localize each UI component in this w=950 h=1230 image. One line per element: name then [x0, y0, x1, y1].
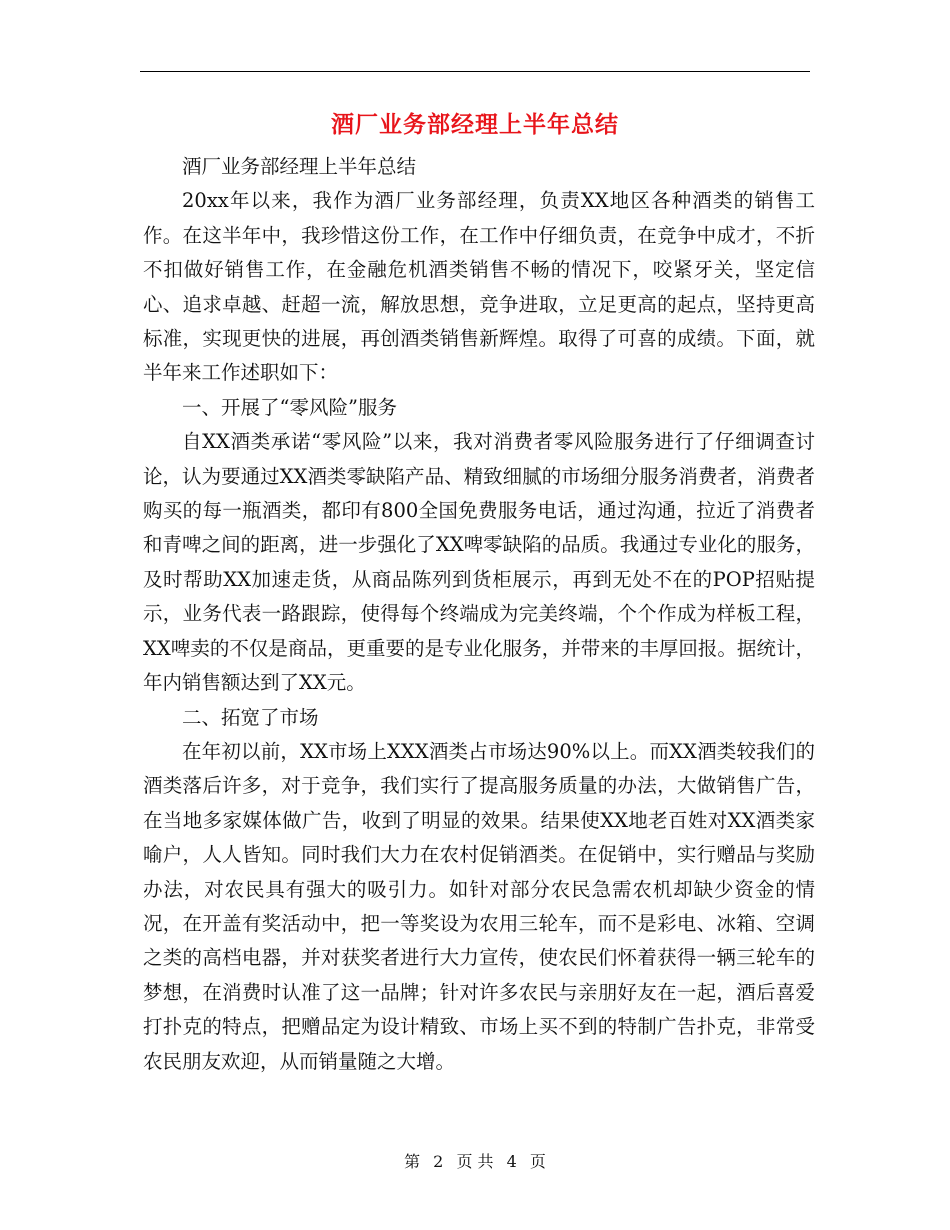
document-body	[143, 150, 815, 1079]
intro-paragraph: 20xx年以来，我作为酒厂业务部经理，负责XX地区各种酒类的销售工作。在这半年中，我珍惜这份工作，在工作中仔细负责，在竞争中成才，不折不扣做好销售工作，在金融危机酒类销售不畅的情况下，咬紧牙关，坚定信心、追求卓越、赶超一流，解放思想，竞争进取，立足更高的起点，坚持更高标准，实现更快的进展，再创酒类销售新辉煌。取得了可喜的成绩。下面，就半年来工作述职如下：	[143, 189, 815, 385]
current-page-number: 2	[433, 1152, 444, 1171]
footer-suffix: 页	[529, 1152, 546, 1171]
subtitle-paragraph: 酒厂业务部经理上半年总结	[182, 155, 417, 178]
document-title: 酒厂业务部经理上半年总结	[331, 111, 619, 138]
footer-middle: 页 共	[456, 1152, 494, 1171]
section-heading-1: 一、开展了“零风险”服务	[182, 395, 397, 419]
total-page-count: 4	[506, 1152, 517, 1171]
section-1-paragraph: 自XX酒类承诺“零风险”以来，我对消费者零风险服务进行了仔细调查讨论，认为要通过XX酒类零缺陷产品、精致细腻的市场细分服务消费者，消费者购买的每一瓶酒类，都印有800全国免费服务电话，通过沟通，拉近了消费者和青啤之间的距离，进一步强化了XX啤零缺陷的品质。我通过专业化的服务，及时帮助XX加速走货，从商品陈列到货柜展示，再到无处不在的POP招贴提示，业务代表一路跟踪，使得每个终端成为完美终端，个个作成为样板工程，XX啤卖的不仅是商品，更重要的是专业化服务，并带来的丰厚回报。据统计，年内销售额达到了XX元。	[143, 430, 815, 695]
section-heading-2: 二、拓宽了市场	[182, 705, 319, 729]
page-footer	[0, 1150, 950, 1174]
footer-prefix: 第	[404, 1152, 421, 1171]
section-2-paragraph: 在年初以前，XX市场上XXX酒类占市场达90%以上。而XX酒类较我们的酒类落后许多，对于竞争，我们实行了提高服务质量的办法，大做销售广告，在当地多家媒体做广告，收到了明显的效果。结果使XX地老百姓对XX酒类家喻户，人人皆知。同时我们大力在农村促销酒类。在促销中，实行赠品与奖励办法，对农民具有强大的吸引力。如针对部分农民急需农机却缺少资金的情况，在开盖有奖活动中，把一等奖设为农用三轮车，而不是彩电、冰箱、空调之类的高档电器，并对获奖者进行大力宣传，使农民们怀着获得一辆三轮车的梦想，在消费时认准了这一品牌；针对许多农民与亲朋好友在一起，酒后喜爱打扑克的特点，把赠品定为设计精致、市场上买不到的特制广告扑克，非常受农民朋友欢迎，从而销量随之大增。	[143, 739, 815, 1073]
header-rule	[140, 71, 810, 72]
